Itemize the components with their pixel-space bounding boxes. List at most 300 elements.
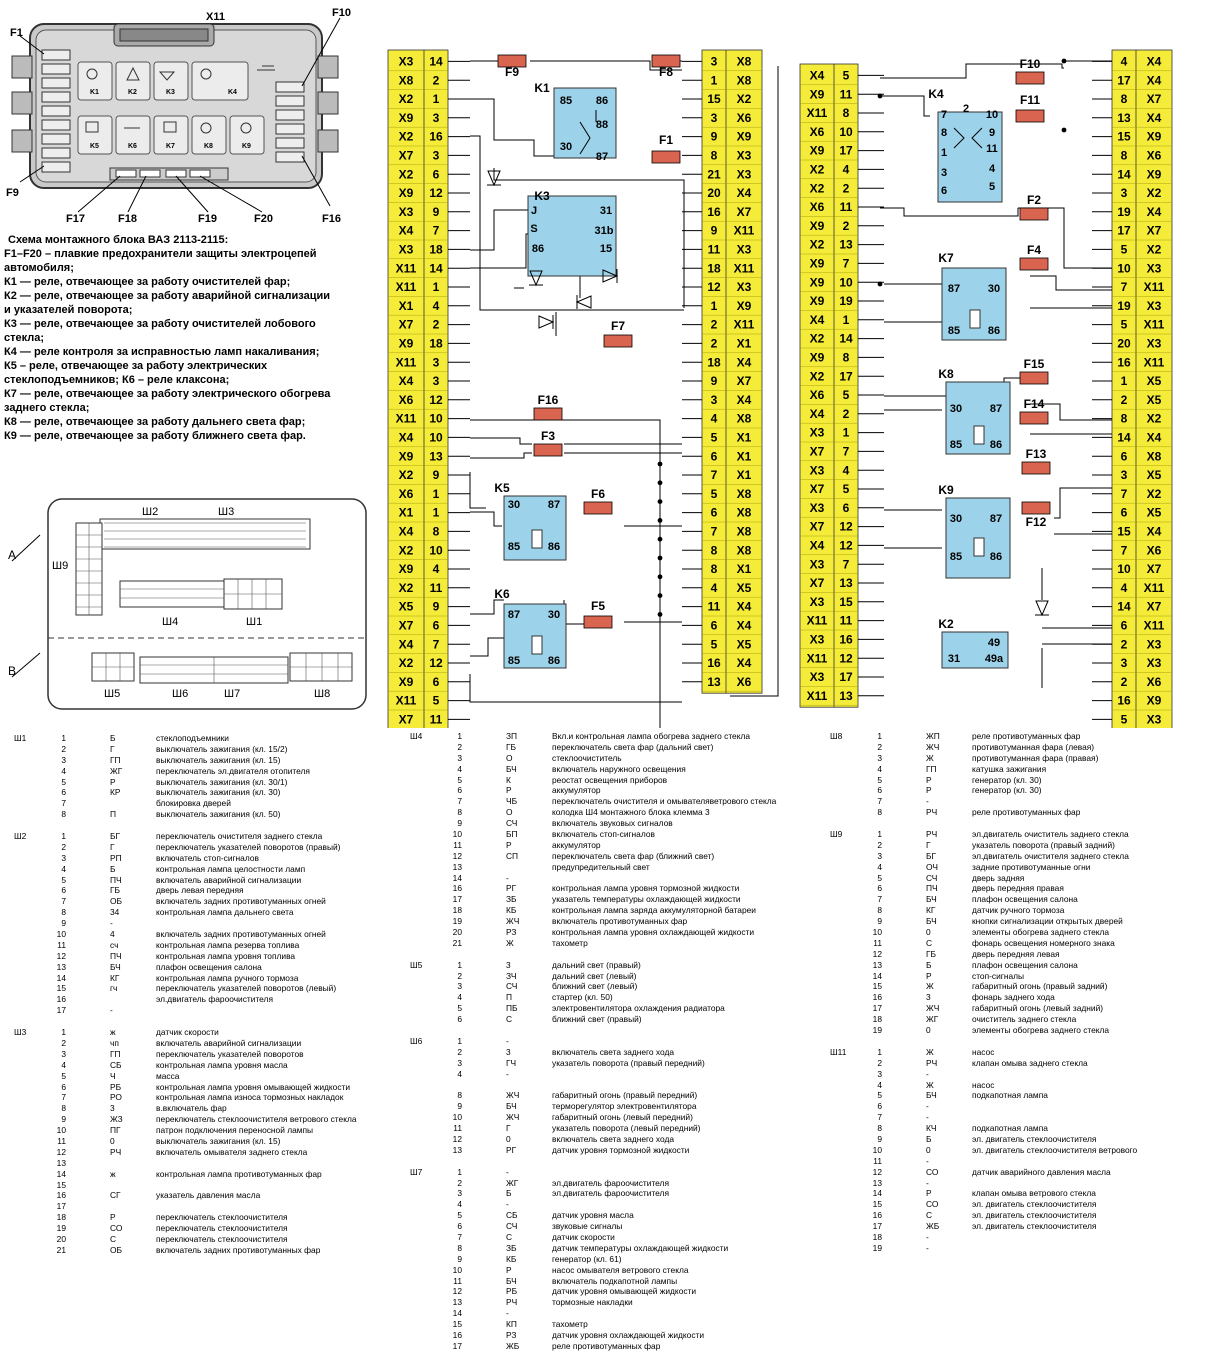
wire-color: ОБ — [110, 1244, 123, 1255]
pin-number: 6 — [877, 1101, 882, 1112]
table-row — [14, 1234, 406, 1245]
left-pins-pin: X2 — [398, 167, 414, 182]
left-pins-pin: 3 — [432, 148, 440, 163]
wire-color: 0 — [926, 1025, 931, 1036]
right-pins-pin: 5 — [1120, 317, 1128, 332]
left-pins-pin: 9 — [432, 204, 440, 219]
midleft-pins-pin: 2 — [842, 181, 850, 196]
midright-pins-pin: X1 — [736, 336, 752, 351]
midleft-pins-pin: 12 — [839, 651, 853, 666]
midright-pins-pin: 21 — [707, 167, 721, 182]
left-pins-pin: X11 — [395, 355, 417, 370]
table-row — [410, 992, 826, 1003]
wire-color: 0 — [926, 927, 931, 938]
pin-number: 6 — [61, 885, 66, 896]
table-row — [410, 1134, 826, 1145]
midright-pins-pin: 9 — [710, 223, 718, 238]
left-pins-pin: 5 — [432, 693, 440, 708]
left-pins-pin: X7 — [398, 618, 414, 633]
right-pins-pin: 4 — [1120, 54, 1128, 69]
wire-color: СЧ — [926, 872, 938, 883]
table-row — [14, 907, 406, 918]
pin-number: 7 — [61, 896, 66, 907]
pin-number: 5 — [61, 776, 66, 787]
pin-description: фонарь освещения номерного знака — [972, 937, 1115, 948]
table-row — [830, 938, 1222, 949]
pin-description: переключатель стеклоочистителя — [156, 1223, 288, 1234]
midleft-pins-pin: 1 — [842, 312, 850, 327]
wire-color: П — [110, 809, 117, 820]
midleft-pins-pin: X11 — [806, 688, 828, 703]
pin-number: 5 — [457, 774, 462, 785]
relay-coil — [532, 636, 542, 654]
midleft-pins-pin: 12 — [839, 538, 853, 553]
junction — [878, 94, 883, 99]
fuse — [584, 616, 612, 628]
left-pins-pin: X3 — [398, 204, 414, 219]
table-row — [830, 960, 1222, 971]
junction — [1062, 59, 1067, 64]
table-row — [14, 755, 406, 766]
wire-color: - — [110, 918, 113, 929]
pin-number: 19 — [872, 1025, 882, 1036]
midright-pins-pin: X7 — [736, 374, 752, 389]
midleft-pins-pin: 2 — [842, 406, 850, 421]
pin-description: выключатель зажигания (кл. 50) — [156, 809, 281, 820]
wire-color: Б — [110, 733, 116, 743]
pin-description: масса — [156, 1070, 180, 1081]
wire — [470, 674, 682, 702]
legend-line: и указателей поворота; — [4, 304, 133, 316]
pin-description: переключатель стеклоочистителя ветрового стекла — [156, 1114, 357, 1125]
fuse-label: F15 — [1023, 357, 1045, 371]
table-row — [830, 1178, 1222, 1189]
legend-line: К4 — реле контроля за исправностью ламп накаливания; — [4, 346, 320, 358]
midleft-pins-pin: X9 — [809, 350, 825, 365]
pin-description: выключатель зажигания (кл. 15) — [156, 1135, 281, 1146]
pin-description: указатель давления масла — [156, 1190, 261, 1201]
table-row — [830, 1069, 1222, 1080]
midleft-pins-pin: X7 — [809, 576, 825, 591]
pin-description: предупредительный свет — [552, 861, 650, 872]
right-pins-pin: 14 — [1117, 430, 1131, 445]
midright-pins-pin: 1 — [710, 298, 718, 313]
right-pins-pin: X7 — [1146, 599, 1162, 614]
legend-line: К7 — реле, отвечающее за работу электрического обогрева — [4, 388, 331, 400]
relay-name: K2 — [938, 617, 954, 631]
pin-number: 17 — [56, 1201, 66, 1212]
fuse-label: F12 — [1025, 515, 1047, 529]
midleft-pins-pin: X11 — [806, 106, 828, 121]
table-row — [410, 753, 826, 764]
pin-number: 13 — [56, 1157, 66, 1168]
pin-description: эл.двигатель фароочистителя — [552, 1188, 669, 1199]
midleft-pins-pin: 11 — [839, 87, 853, 102]
table-row — [830, 731, 1222, 742]
pin-number: 15 — [872, 1199, 882, 1210]
right-pins-pin: 13 — [1117, 110, 1131, 125]
right-pins-pin: 1 — [1120, 374, 1128, 389]
pin-description: ближний свет (левый) — [552, 981, 638, 992]
midright-pins-pin: 20 — [707, 186, 721, 201]
right-pins-pin: X5 — [1146, 374, 1162, 389]
wire-color: 34 — [110, 907, 120, 918]
wiring-diagram — [384, 48, 1184, 728]
wire-color: П — [506, 992, 513, 1003]
wire-color: Р — [926, 774, 932, 785]
wire-color: ПЧ — [110, 874, 122, 885]
pin-number: 5 — [61, 874, 66, 885]
table-row — [410, 764, 826, 775]
wire-color: ПГ — [110, 1125, 121, 1136]
right-pins-pin: 16 — [1117, 693, 1131, 708]
table-row — [410, 1036, 826, 1047]
pin-number: 10 — [872, 1144, 882, 1155]
pin-number: 4 — [61, 863, 66, 874]
left-pins-pin: 11 — [429, 580, 443, 595]
table-row — [14, 1136, 406, 1147]
relay-pin: 85 — [949, 551, 963, 563]
midright-pins-pin: X5 — [736, 580, 752, 595]
table-row — [410, 1188, 826, 1199]
relay-coil — [974, 426, 984, 444]
right-pins-pin: 14 — [1117, 167, 1131, 182]
pin-description: клапан омыва заднего стекла — [972, 1057, 1088, 1068]
table-row — [410, 981, 826, 992]
midleft-pins-pin: 15 — [839, 594, 853, 609]
wire-color: ЖГ — [506, 1177, 519, 1188]
left-pins-pin: 2 — [432, 317, 440, 332]
midleft-pins-pin: X3 — [809, 557, 825, 572]
wire-color: 3 — [110, 1103, 115, 1114]
relay-pin: 1 — [940, 147, 948, 159]
midright-pins-pin: X11 — [733, 223, 755, 238]
wire — [470, 472, 486, 508]
table-row — [14, 766, 406, 777]
legend-line: К5 – реле, отвечающее за работу электрических — [4, 360, 268, 372]
midright-pins-pin: X2 — [736, 92, 752, 107]
right-pins-pin: X2 — [1146, 242, 1162, 257]
wire-color: Р — [506, 1264, 512, 1275]
midright-pins-pin: 4 — [710, 411, 718, 426]
table-row — [14, 842, 406, 853]
x11-label: X11 — [206, 11, 225, 23]
pin-description: выключатель зажигания (кл. 30/1) — [156, 776, 288, 787]
table-row — [14, 885, 406, 896]
pin-number: 10 — [452, 829, 462, 840]
midleft-pins-pin: X2 — [809, 162, 825, 177]
wire — [470, 600, 504, 614]
pin-description: очиститель заднего стекла — [972, 1014, 1077, 1025]
conn-sh3-label: Ш3 — [218, 506, 235, 518]
wire-color: СГ — [110, 1190, 121, 1201]
pin-description: эл. двигатель стеклоочистителя — [972, 1133, 1097, 1144]
relay-pin: 85 — [507, 655, 521, 667]
pin-number: 8 — [61, 1103, 66, 1114]
pin-description: блокировка дверей — [156, 798, 231, 809]
right-pins-pin: X3 — [1146, 712, 1162, 727]
table-row — [410, 840, 826, 851]
connector-id: Ш5 — [410, 959, 423, 970]
wire-color: БЧ — [926, 916, 937, 927]
relay-pin: 86 — [595, 95, 609, 107]
right-pins-pin: X3 — [1146, 637, 1162, 652]
midleft-pins-pin: 5 — [842, 388, 850, 403]
right-pins-pin: 7 — [1120, 486, 1128, 501]
pin-description: насос омывателя ветрового стекла — [552, 1264, 689, 1275]
relay-pin: J — [530, 205, 538, 217]
midright-pins-pin: X8 — [736, 524, 752, 539]
legend-line: К9 — реле, отвечающее за работу ближнего света фар. — [4, 430, 306, 442]
midleft-pins-pin: 4 — [842, 162, 850, 177]
fuse — [1020, 412, 1048, 424]
table-row — [830, 1232, 1222, 1243]
relay-coil — [532, 530, 542, 548]
wire — [1054, 488, 1112, 518]
table-row — [410, 1145, 826, 1156]
wire-color: К — [506, 774, 511, 785]
relay-name: K7 — [938, 251, 954, 265]
midleft-pins-pin: X7 — [809, 444, 825, 459]
relay-pin: 2 — [962, 103, 970, 115]
pin-number: 1 — [457, 731, 462, 741]
pin-description: насос — [972, 1046, 995, 1057]
pin-number: 6 — [61, 787, 66, 798]
pin-number: 3 — [877, 850, 882, 861]
table-row — [410, 1341, 826, 1352]
connector-id: Ш4 — [410, 731, 423, 741]
pin-number: 18 — [452, 905, 462, 916]
conn-sh4-label: Ш4 — [162, 616, 179, 628]
left-pins-pin: 13 — [429, 449, 443, 464]
wire-color: КГ — [926, 905, 936, 916]
left-pins-pin: X5 — [398, 599, 414, 614]
midleft-pins-pin: 5 — [842, 482, 850, 497]
pin-number: 19 — [452, 916, 462, 927]
pin-description: переключатель очистителя заднего стекла — [156, 831, 323, 842]
pin-description: включатель задних противотуманных фар — [156, 1244, 321, 1255]
table-row — [410, 796, 826, 807]
table-row — [410, 938, 826, 949]
midright-pins-pin: X9 — [736, 298, 752, 313]
left-pins-pin: X2 — [398, 468, 414, 483]
pin-number: 2 — [61, 743, 66, 754]
wire-color: БЧ — [926, 894, 937, 905]
wire-color: сч — [110, 939, 119, 950]
relay-name: K9 — [938, 483, 954, 497]
right-pins-pin: 17 — [1117, 73, 1131, 88]
right-pins-pin: X2 — [1146, 411, 1162, 426]
pin-number: 12 — [56, 1146, 66, 1157]
left-pins-pin: 7 — [432, 223, 440, 238]
connector-id: Ш3 — [14, 1027, 27, 1038]
relay-pin: 9 — [988, 127, 996, 139]
midleft-pins-pin: 8 — [842, 106, 850, 121]
pin-number: 6 — [457, 1221, 462, 1232]
midleft-pins-pin: X2 — [809, 331, 825, 346]
table-row — [410, 1090, 826, 1101]
left-pins-pin: 16 — [429, 129, 443, 144]
table-row — [830, 1123, 1222, 1134]
midright-pins-pin: 18 — [707, 355, 721, 370]
pin-description: переключатель света фар (ближний свет) — [552, 850, 715, 861]
left-pins-pin: X2 — [398, 656, 414, 671]
wire-color: ЗП — [506, 731, 518, 741]
pin-number: 13 — [872, 1177, 882, 1188]
wire-color: чп — [110, 1037, 119, 1048]
right-pins-pin: X6 — [1146, 148, 1162, 163]
wire-color: ЖЧ — [926, 741, 940, 752]
midleft-pins-pin: 8 — [842, 350, 850, 365]
midright-pins-pin: 2 — [710, 336, 718, 351]
pin-number: 14 — [872, 1188, 882, 1199]
fuse-label: F1 — [658, 133, 674, 147]
right-pins-pin: X5 — [1146, 392, 1162, 407]
midleft-pins-pin: X3 — [809, 632, 825, 647]
left-pins-pin: 14 — [429, 54, 443, 69]
wire-color: С — [926, 1210, 933, 1221]
wire-color: КГ — [110, 972, 120, 983]
pin-description: в.включатель фар — [156, 1103, 227, 1114]
wire-color: О — [506, 752, 513, 763]
left-pins-pin: X11 — [395, 411, 417, 426]
pin-number: 5 — [877, 1090, 882, 1101]
midright-pins-pin: X3 — [736, 280, 752, 295]
right-pins-pin: X3 — [1146, 336, 1162, 351]
midright-pins-pin: X1 — [736, 562, 752, 577]
midright-pins-pin: X4 — [736, 355, 752, 370]
midright-pins-pin: 8 — [710, 543, 718, 558]
table-row — [410, 807, 826, 818]
left-pins-pin: 2 — [432, 73, 440, 88]
midleft-pins-pin: X9 — [809, 275, 825, 290]
pin-description: включатель наружного освещения — [552, 763, 686, 774]
wire-color: Р — [926, 785, 932, 796]
table-row — [830, 1221, 1222, 1232]
table-row — [830, 753, 1222, 764]
pin-number: 12 — [452, 1286, 462, 1297]
midleft-pins-pin: 17 — [839, 670, 853, 685]
pin-number: 21 — [56, 1244, 66, 1255]
wire-color: Г — [110, 743, 115, 754]
midright-pins-pin: 6 — [710, 618, 718, 633]
table-row — [14, 929, 406, 940]
wire-color: ЖЧ — [506, 916, 520, 927]
midleft-pins-pin: 13 — [839, 688, 853, 703]
left-pins-pin: X4 — [398, 524, 414, 539]
right-pins-pin: 14 — [1117, 599, 1131, 614]
pin-number: 16 — [56, 994, 66, 1005]
wire-color: О — [506, 807, 513, 818]
wire-color: ГБ — [506, 741, 517, 752]
right-pins-pin: 15 — [1117, 129, 1131, 144]
table-row — [14, 875, 406, 886]
junction — [658, 537, 663, 542]
pin-description: переключатель стеклоочистителя — [156, 1212, 288, 1223]
midright-pins-pin: X4 — [736, 656, 752, 671]
side-b-label: В — [8, 664, 17, 678]
pin-number: 17 — [452, 894, 462, 905]
pin-number: 3 — [457, 752, 462, 763]
pin-description: контрольная лампа уровня охлаждающей жидкости — [552, 927, 755, 938]
conn-sh1-label: Ш1 — [246, 616, 263, 628]
pin-number: 17 — [872, 1221, 882, 1232]
midleft-pins-pin: X6 — [809, 200, 825, 215]
midright-pins-pin: X6 — [736, 674, 752, 689]
wire-color: ГБ — [110, 885, 121, 896]
midright-pins-pin: X4 — [736, 599, 752, 614]
right-pins-pin: X3 — [1146, 656, 1162, 671]
wire-color: Р — [506, 785, 512, 796]
relay-pin: 6 — [940, 185, 948, 197]
table-row — [410, 1276, 826, 1287]
midleft-pins-pin: X3 — [809, 425, 825, 440]
table-row — [14, 1125, 406, 1136]
wire-color: С — [506, 1231, 513, 1242]
wire — [880, 96, 930, 116]
right-pins-pin: 3 — [1120, 186, 1128, 201]
midleft-pins-pin: X2 — [809, 237, 825, 252]
right-pins-pin: X4 — [1146, 73, 1162, 88]
midleft-pins-pin: 17 — [839, 143, 853, 158]
pin-description: указатель поворота (левый передний) — [552, 1123, 701, 1134]
relay-name: K6 — [494, 587, 510, 601]
relay-pin: 49 — [987, 637, 1001, 649]
left-pins-pin: 12 — [429, 392, 443, 407]
pin-description: выключатель зажигания (кл. 15/2) — [156, 743, 288, 754]
pin-number: 7 — [457, 796, 462, 807]
pin-number: 10 — [56, 1125, 66, 1136]
connector-id: Ш7 — [410, 1166, 423, 1177]
table-row — [830, 971, 1222, 982]
pin-description: эл. двигатель стеклоочистителя — [972, 1199, 1097, 1210]
pin-description: аккумулятор — [552, 785, 601, 796]
wire-color: КП — [506, 1319, 517, 1330]
pin-number: 19 — [56, 1223, 66, 1234]
table-row — [830, 992, 1222, 1003]
right-pins-pin: X4 — [1146, 54, 1162, 69]
pin-number: 18 — [56, 1212, 66, 1223]
left-pins-pin: 10 — [429, 430, 443, 445]
midleft-pins-pin: X9 — [809, 256, 825, 271]
left-pins-pin: 8 — [432, 524, 440, 539]
pin-number: 13 — [452, 1144, 462, 1155]
pin-description: контрольная лампа дальнего света — [156, 907, 294, 918]
pin-description: эл. двигатель стеклоочистителя — [972, 1210, 1097, 1221]
left-pins-pin: 18 — [429, 336, 443, 351]
right-pins-pin: X9 — [1146, 129, 1162, 144]
table-row — [14, 1005, 406, 1016]
pin-description: указатель поворота (правый задний) — [972, 839, 1115, 850]
midright-pins-pin: X8 — [736, 543, 752, 558]
pin-description: колодка Ш4 монтажного блока клемма 3 — [552, 807, 710, 818]
table-row — [14, 1190, 406, 1201]
pin-number: 2 — [61, 841, 66, 852]
midright-pins-pin: X1 — [736, 449, 752, 464]
midleft-pins-pin: 10 — [839, 124, 853, 139]
wire-color: ОЧ — [926, 861, 938, 872]
midleft-pins-pin: 7 — [842, 557, 850, 572]
pin-description: эл.двигатель очистителя заднего стекла — [972, 850, 1129, 861]
pin-number: 8 — [877, 1123, 882, 1134]
pin-description: дверь задняя — [972, 872, 1025, 883]
table-row — [14, 1114, 406, 1125]
pin-description: противотуманная фара (левая) — [972, 741, 1095, 752]
table-row — [410, 1319, 826, 1330]
midright-pins-pin: 15 — [707, 92, 721, 107]
block-fuse-f1: F1 — [10, 27, 23, 39]
midright-pins-pin: X3 — [736, 242, 752, 257]
